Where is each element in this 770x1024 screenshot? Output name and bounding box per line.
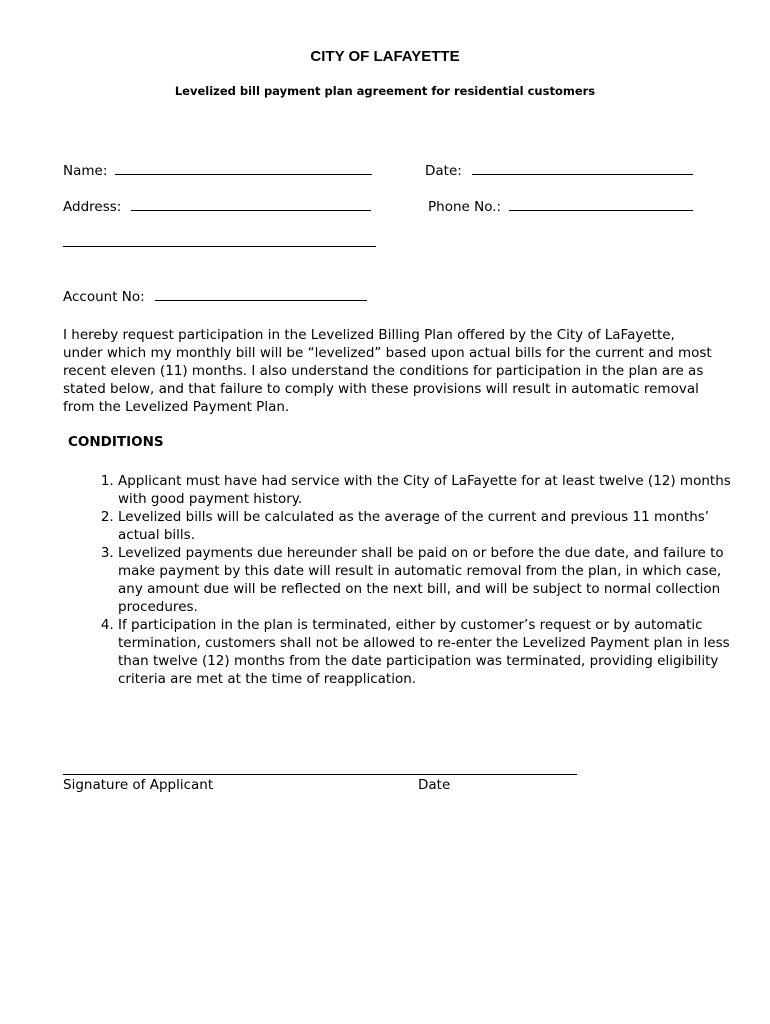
signature-applicant-label: Signature of Applicant: [63, 777, 214, 793]
signature-line[interactable]: [63, 774, 577, 775]
name-input-line[interactable]: [115, 173, 372, 175]
date-field: [425, 163, 693, 179]
address-line-2: [63, 235, 376, 251]
condition-item: 3. Levelized payments due hereunder shall be paid on or before the due date, and failure to make payment by this date will result in automatic removal from the plan, in which case, any amount due will be reflected on the next bill, and will be subject to normal collection procedures.: [118, 544, 748, 616]
condition-item: 2. Levelized bills will be calculated as the average of the current and previous 11 months’ actual bills.: [118, 508, 748, 544]
address-field: [63, 199, 371, 215]
account-field: [63, 289, 367, 305]
condition-item: 1. Applicant must have had service with the City of LaFayette for at least twelve (12) months with good payment history.: [118, 472, 748, 508]
name-field: [63, 163, 372, 179]
condition-item: 4. If participation in the plan is terminated, either by customer’s request or by automatic termination, customers shall not be allowed to re-enter the Levelized Payment plan in less than twelve (12) months from the date participation was terminated, providing eligibility criteria are met at the time of reapplication.: [118, 616, 748, 688]
document-title: CITY OF LAFAYETTE: [310, 48, 460, 65]
account-input-line[interactable]: [155, 299, 367, 301]
address-line-2-input[interactable]: [63, 245, 376, 247]
phone-label: Phone No.:: [428, 199, 502, 215]
name-label: Name:: [63, 163, 108, 179]
signature-date-label: Date: [418, 777, 451, 793]
phone-field: [428, 199, 693, 215]
conditions-list: [80, 472, 748, 688]
phone-input-line[interactable]: [509, 209, 693, 211]
date-label: Date:: [425, 163, 462, 179]
address-label: Address:: [63, 199, 122, 215]
account-label: Account No:: [63, 289, 145, 305]
address-input-line[interactable]: [131, 209, 371, 211]
date-input-line[interactable]: [472, 173, 693, 175]
conditions-heading: CONDITIONS: [68, 434, 164, 450]
request-paragraph: I hereby request participation in the Levelized Billing Plan offered by the City of LaFayette, under which my monthly bill will be “levelized” based upon actual bills for the current and most recent eleven (11) months. I also understand the conditions for participation in the plan are as stated below, and that failure to comply with these provisions will result in automatic removal from the Levelized Payment Plan.: [63, 327, 712, 415]
document-subtitle: Levelized bill payment plan agreement for residential customers: [174, 84, 596, 98]
